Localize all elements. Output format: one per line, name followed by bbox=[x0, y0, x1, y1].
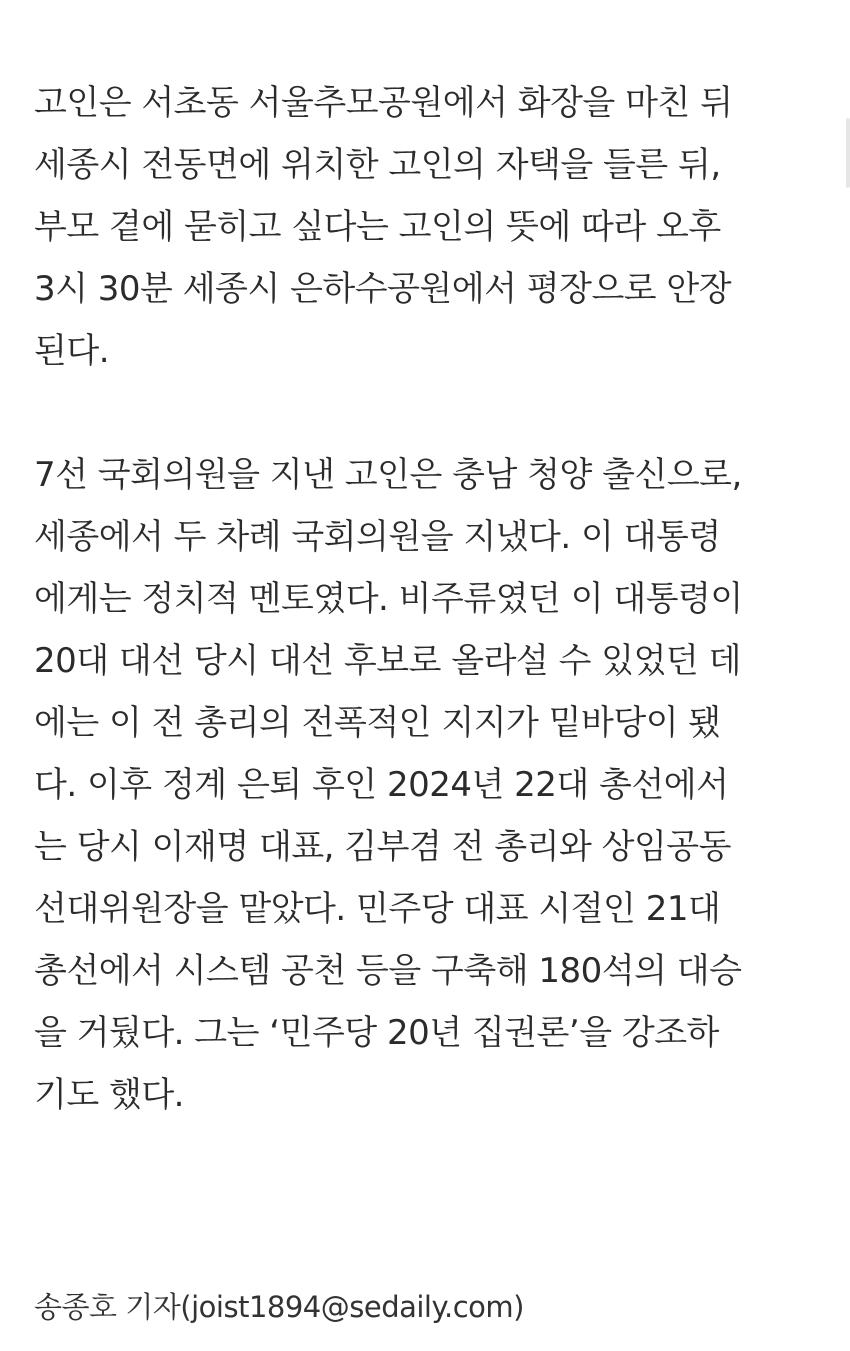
text-line: 기도 했다. bbox=[34, 1075, 184, 1115]
scroll-indicator[interactable] bbox=[846, 118, 850, 188]
text-line: 7선 국회의원을 지낸 고인은 충남 청양 출신으로, bbox=[34, 455, 742, 495]
text-line: 에는 이 전 총리의 전폭적인 지지가 밑바당이 됐 bbox=[34, 703, 721, 743]
text-line: 총선에서 시스템 공천 등을 구축해 180석의 대승 bbox=[34, 951, 742, 991]
text-line: 세종시 전동면에 위치한 고인의 자택을 들른 뒤, bbox=[34, 145, 721, 185]
text-line: 된다. bbox=[34, 331, 109, 371]
reporter-byline: 송종호 기자(joist1894@sedaily.com) bbox=[34, 1290, 524, 1324]
article-body bbox=[34, 72, 824, 1126]
text-line: 부모 곁에 묻히고 싶다는 고인의 뜻에 따라 오후 bbox=[34, 207, 721, 247]
text-line: 는 당시 이재명 대표, 김부겸 전 총리와 상임공동 bbox=[34, 827, 731, 867]
paragraph-2 bbox=[34, 444, 824, 1126]
text-line: 에게는 정치적 멘토였다. 비주류였던 이 대통령이 bbox=[34, 579, 743, 619]
text-line: 을 거뒀다. 그는 ‘민주당 20년 집권론’을 강조하 bbox=[34, 1013, 719, 1053]
text-line: 선대위원장을 맡았다. 민주당 대표 시절인 21대 bbox=[34, 889, 721, 929]
text-line: 다. 이후 정계 은퇴 후인 2024년 22대 총선에서 bbox=[34, 765, 729, 805]
text-line: 20대 대선 당시 대선 후보로 올라설 수 있었던 데 bbox=[34, 641, 741, 681]
text-line: 3시 30분 세종시 은하수공원에서 평장으로 안장 bbox=[34, 269, 732, 309]
text-line: 세종에서 두 차례 국회의원을 지냈다. 이 대통령 bbox=[34, 517, 721, 557]
paragraph-1 bbox=[34, 72, 824, 382]
text-line: 고인은 서초동 서울추모공원에서 화장을 마친 뒤 bbox=[34, 83, 733, 123]
